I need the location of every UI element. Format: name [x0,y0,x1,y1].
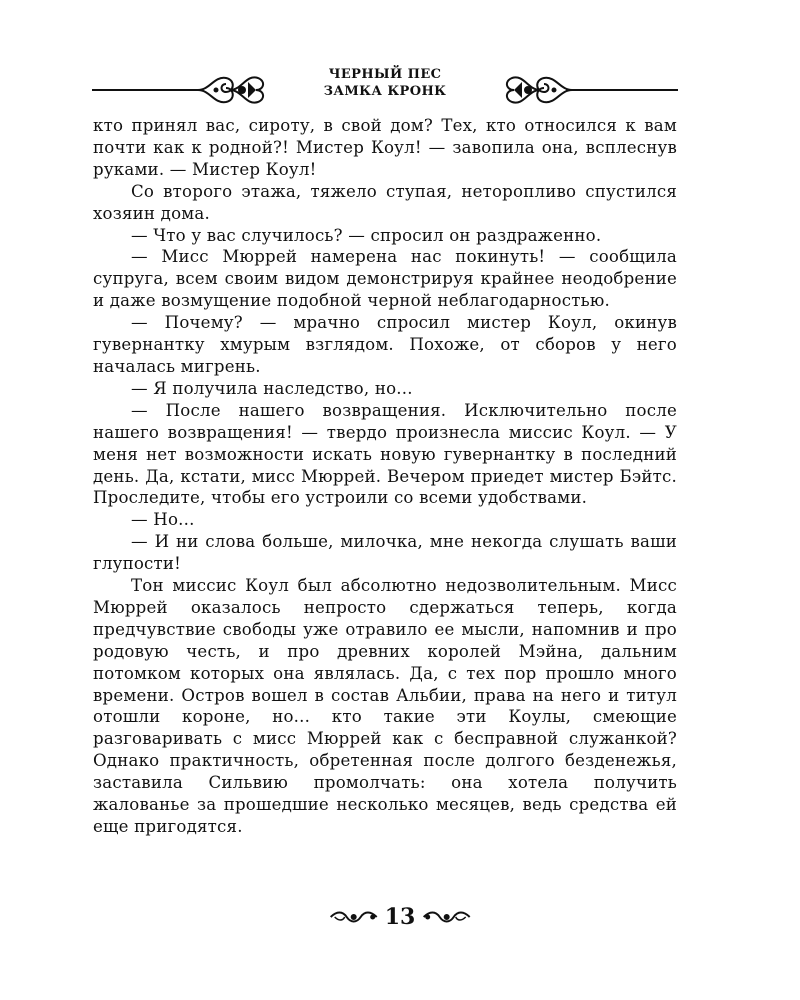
flourish-ornament-left-icon [196,68,268,112]
paragraph: — Что у вас случилось? — спросил он раздраженно. [131,225,602,245]
page-footer [0,902,800,932]
flourish-ornament-right-icon [502,68,574,112]
folio-flourish-right-icon [421,909,471,925]
book-title-line2: ЗАМКА КРОНК [323,84,447,99]
body-text [93,115,677,838]
header-rule-left [92,89,202,91]
book-title [324,66,447,100]
paragraph: — После нашего возвращения. Исключительно после нашего возвращения! — твердо произнесла миссис Коул. — У меня нет возможности искать новую гувернантку в последний день. Да, кстати, мисс Мюррей. Вечером приедет мистер Бэйтс. Проследите, чтобы его устроили со всеми удобствами. [93,400,677,508]
paragraph: Тон миссис Коул был абсолютно недозволительным. Мисс Мюррей оказалось непросто сдержаться теперь, когда предчувствие свободы уже отравило ее мысли, напомнив и про родовую честь, и про древних королей Мэйна, дальним потомком которых она являлась. Да, с тех пор прошло много времени. Остров вошел в состав Альбии, права на него и титул отошли короне, но... кто такие эти Коулы, смеющие разговаривать с мисс Мюррей как с бесправной служанкой? Однако практичность, обретенная после долгого безденежья, заставила Сильвию промолчать: она хотела получить жалованье за прошедшие несколько месяцев, ведь средства ей еще пригодятся. [93,576,677,836]
paragraph: Со второго этажа, тяжело ступая, неторопливо спустился хозяин дома. [93,181,677,223]
running-header [92,64,678,114]
page-number: 13 [384,904,416,930]
paragraph: — Я получила наследство, но... [131,378,413,398]
paragraph: — И ни слова больше, милочка, мне некогда слушать ваши глупости! [93,532,677,574]
folio-flourish-left-icon [329,909,379,925]
book-title-line1: ЧЕРНЫЙ ПЕС [328,67,442,82]
paragraph: кто принял вас, сироту, в свой дом? Тех, кто относился к вам почти как к родной?! Мистер Коул! — завопила она, всплеснув руками. — Мистер Коул! [93,116,677,179]
paragraph: — Но... [131,510,195,530]
paragraph: — Почему? — мрачно спросил мистер Коул, окинув гувернантку хмурым взглядом. Похоже, от сборов у него началась мигрень. [93,313,677,376]
header-rule-right [566,89,678,91]
paragraph: — Мисс Мюррей намерена нас покинуть! — сообщила супруга, всем своим видом демонстрируя крайнее неодобрение и даже возмущение подобной черной неблагодарностью. [93,247,677,311]
